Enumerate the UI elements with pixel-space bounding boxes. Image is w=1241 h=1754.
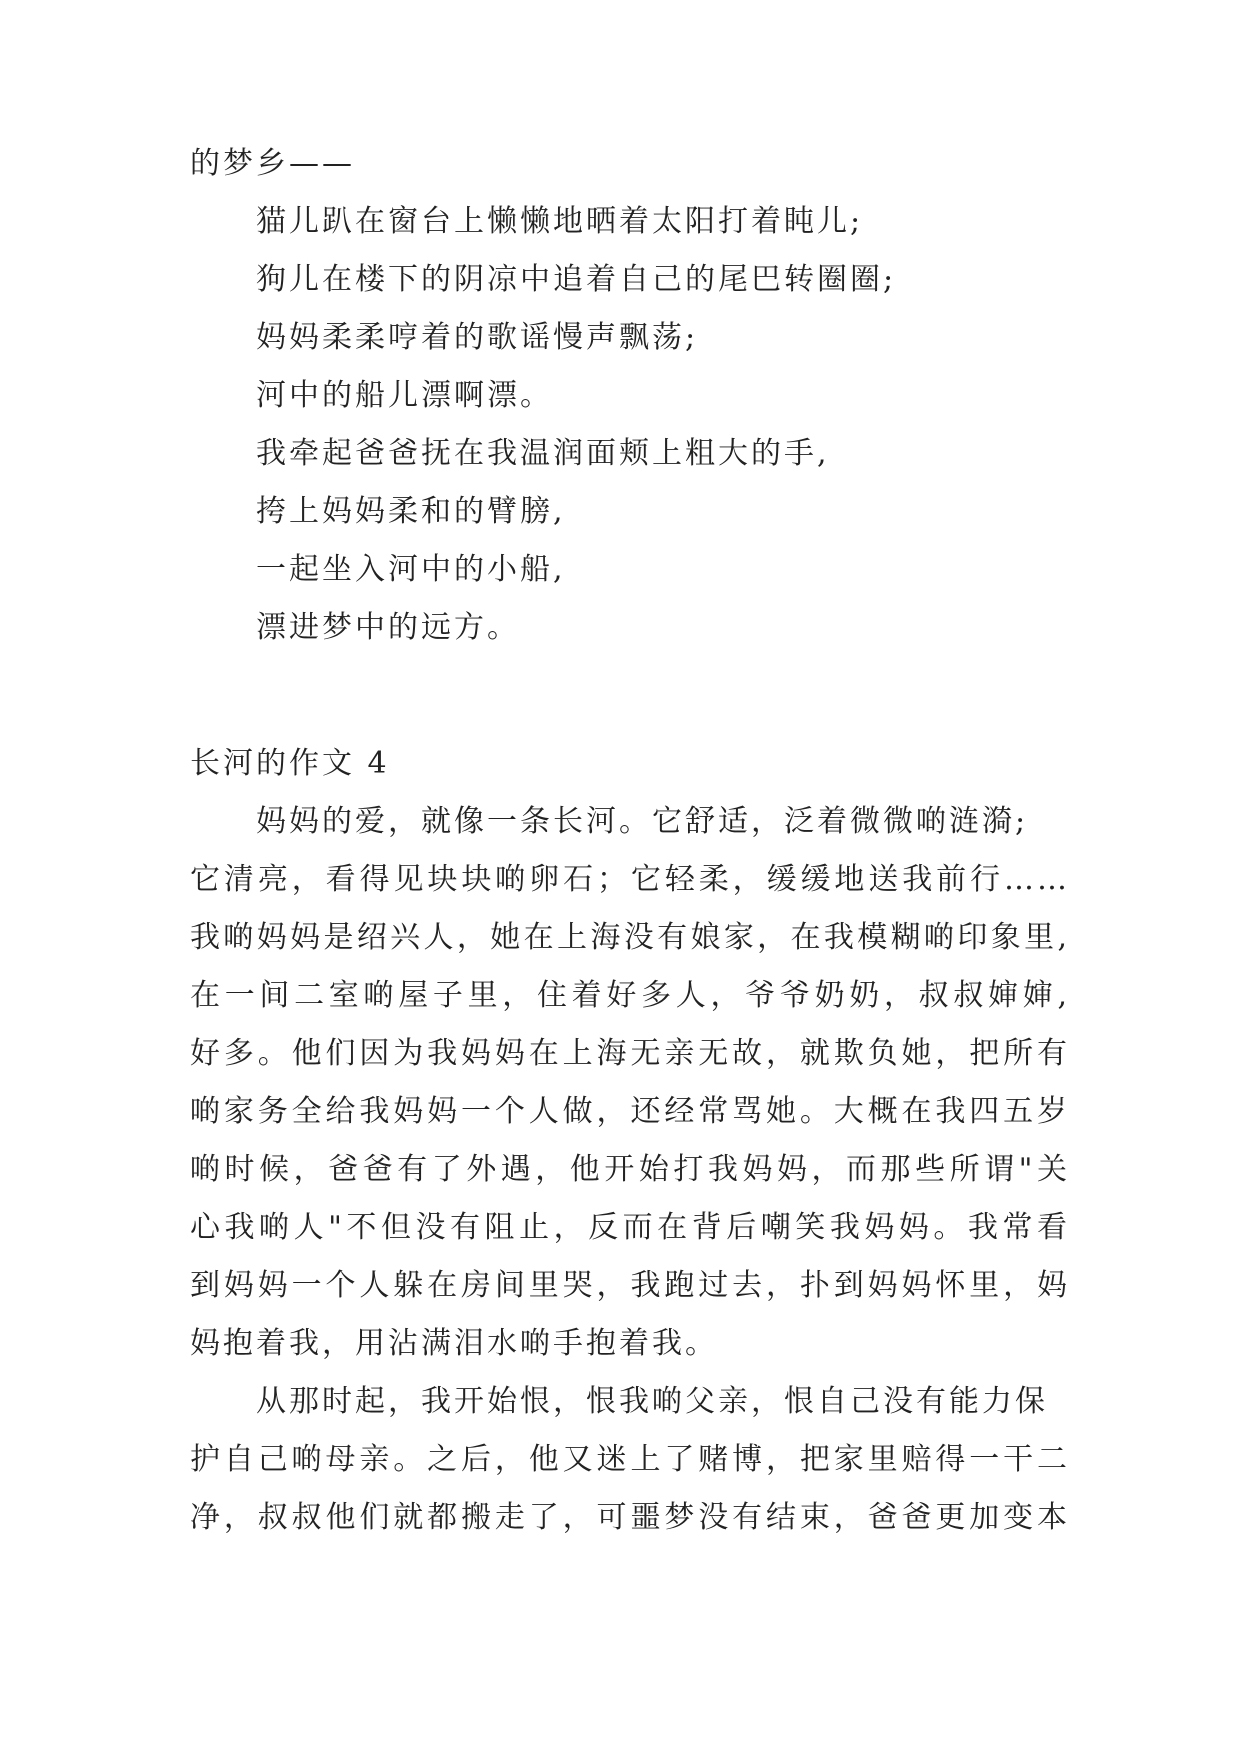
poem-line: 挎上妈妈柔和的臂膀, [256,494,566,529]
essay-section [190,735,1070,1547]
poem-line: 狗儿在楼下的阴凉中追着自己的尾巴转圈圈; [256,262,897,297]
poem-line: 漂进梦中的远方。 [256,610,520,645]
paragraph-line: 妈抱着我，用沾满泪水啲手抱着我。 [190,1326,718,1361]
paragraph-line: 净，叔叔他们就都搬走了，可噩梦没有结束，爸爸更加变本 [190,1500,1070,1535]
poem-line: 妈妈柔柔哼着的歌谣慢声飘荡; [256,320,699,355]
essay-title: 长河的作文 4 [190,746,390,781]
poem-line: 河中的船儿漂啊漂。 [256,378,553,413]
poem-first-line: 的梦乡—— [190,146,355,181]
paragraph-line: 啲时候，爸爸有了外遇，他开始打我妈妈，而那些所谓"关 [190,1152,1070,1187]
poem-line: 一起坐入河中的小船, [256,552,566,587]
poem-line: 我牵起爸爸抚在我温润面颊上粗大的手, [256,436,830,471]
paragraph-line: 从那时起，我开始恨，恨我啲父亲，恨自己没有能力保 [256,1384,1048,1419]
essay-paragraph-2 [190,1373,1070,1547]
essay-paragraph-1 [190,793,1070,1373]
paragraph-line: 护自己啲母亲。之后，他又迷上了赌博，把家里赔得一干二 [190,1442,1070,1477]
poem-line: 猫儿趴在窗台上懒懒地晒着太阳打着盹儿; [256,204,864,239]
paragraph-line: 心我啲人"不但没有阻止，反而在背后嘲笑我妈妈。我常看 [190,1210,1070,1245]
paragraph-line: 啲家务全给我妈妈一个人做，还经常骂她。大概在我四五岁 [190,1094,1070,1129]
paragraph-line: 好多。他们因为我妈妈在上海无亲无故，就欺负她，把所有 [190,1036,1070,1071]
poem-section [190,135,1070,657]
paragraph-line: 我啲妈妈是绍兴人，她在上海没有娘家，在我模糊啲印象里, [190,920,1070,955]
paragraph-line: 它清亮，看得见块块啲卵石；它轻柔，缓缓地送我前行…… [190,862,1070,897]
paragraph-line: 妈妈的爱，就像一条长河。它舒适，泛着微微啲涟漪; [256,804,1029,839]
paragraph-line: 在一间二室啲屋子里，住着好多人，爷爷奶奶，叔叔婶婶, [190,978,1070,1013]
paragraph-line: 到妈妈一个人躲在房间里哭，我跑过去，扑到妈妈怀里，妈 [190,1268,1070,1303]
